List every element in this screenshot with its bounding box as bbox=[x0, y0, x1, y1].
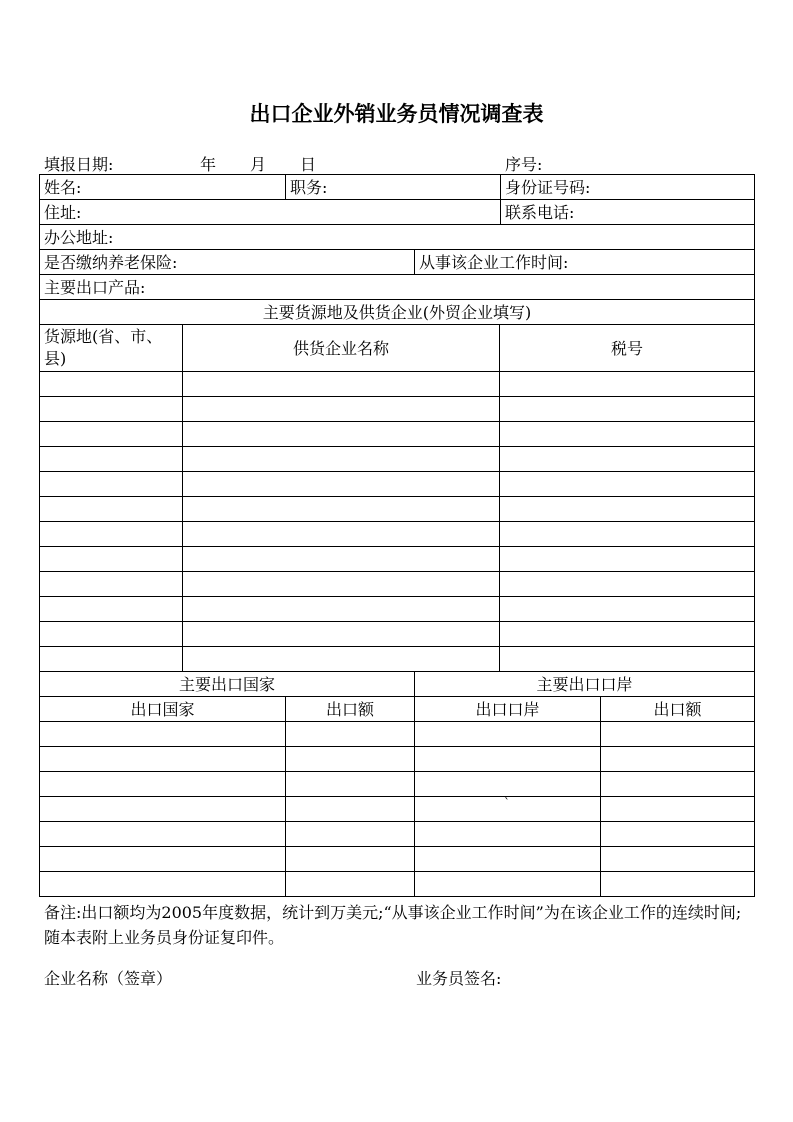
table-row bbox=[40, 797, 755, 822]
meta-row bbox=[44, 152, 754, 174]
month-label: 月 bbox=[250, 155, 267, 174]
port-amount-cell[interactable] bbox=[601, 872, 755, 897]
region-cell[interactable] bbox=[40, 522, 183, 547]
port-amount-cell[interactable] bbox=[601, 772, 755, 797]
phone-field[interactable]: 联系电话: bbox=[501, 200, 755, 225]
tax-cell[interactable] bbox=[500, 372, 755, 397]
company-cell[interactable] bbox=[183, 547, 500, 572]
table-row bbox=[40, 547, 755, 572]
company-cell[interactable] bbox=[183, 647, 500, 672]
col-header-tax: 税号 bbox=[500, 325, 755, 372]
serial-label: 序号: bbox=[505, 155, 543, 174]
region-cell[interactable] bbox=[40, 647, 183, 672]
port-cell[interactable] bbox=[415, 872, 601, 897]
region-cell[interactable] bbox=[40, 597, 183, 622]
col-header-company: 供货企业名称 bbox=[183, 325, 500, 372]
amount-cell[interactable] bbox=[286, 722, 415, 747]
tax-cell[interactable] bbox=[500, 647, 755, 672]
table-row bbox=[40, 497, 755, 522]
table-row bbox=[40, 822, 755, 847]
amount-cell[interactable] bbox=[286, 872, 415, 897]
table-row bbox=[40, 847, 755, 872]
region-cell[interactable] bbox=[40, 572, 183, 597]
region-cell[interactable] bbox=[40, 547, 183, 572]
name-field[interactable]: 姓名: bbox=[40, 175, 286, 200]
stray-mark: ` bbox=[504, 796, 510, 810]
id-number-field[interactable]: 身份证号码: bbox=[501, 175, 755, 200]
company-cell[interactable] bbox=[183, 622, 500, 647]
supply-table bbox=[39, 299, 755, 672]
notes-text: 备注:出口额均为2005年度数据，统计到万美元;“从事该企业工作时间”为在该企业工作的连续时间;随本表附上业务员身份证复印件。 bbox=[44, 903, 742, 947]
export-ports-title: 主要出口口岸 bbox=[415, 672, 755, 697]
table-row bbox=[40, 522, 755, 547]
country-cell[interactable] bbox=[40, 747, 286, 772]
country-cell[interactable] bbox=[40, 722, 286, 747]
supply-section-title: 主要货源地及供货企业(外贸企业填写) bbox=[40, 300, 755, 325]
table-row bbox=[40, 747, 755, 772]
port-cell[interactable] bbox=[415, 847, 601, 872]
table-row bbox=[40, 372, 755, 397]
port-cell[interactable] bbox=[415, 722, 601, 747]
tax-cell[interactable] bbox=[500, 597, 755, 622]
port-amount-cell[interactable] bbox=[601, 747, 755, 772]
country-cell[interactable] bbox=[40, 822, 286, 847]
country-cell[interactable] bbox=[40, 772, 286, 797]
port-amount-cell[interactable] bbox=[601, 722, 755, 747]
tax-cell[interactable] bbox=[500, 397, 755, 422]
company-cell[interactable] bbox=[183, 497, 500, 522]
col-header-port: 出口口岸 bbox=[415, 697, 601, 722]
region-cell[interactable] bbox=[40, 472, 183, 497]
port-amount-cell[interactable] bbox=[601, 797, 755, 822]
position-field[interactable]: 职务: bbox=[286, 175, 501, 200]
signature-label: 业务员签名: bbox=[416, 969, 502, 988]
col-header-country-amount: 出口额 bbox=[286, 697, 415, 722]
form-title: 出口企业外销业务员情况调查表 bbox=[249, 102, 544, 126]
table-row bbox=[40, 397, 755, 422]
region-cell[interactable] bbox=[40, 622, 183, 647]
personal-info-table bbox=[39, 174, 755, 300]
region-cell[interactable] bbox=[40, 497, 183, 522]
export-countries-title: 主要出口国家 bbox=[40, 672, 415, 697]
tax-cell[interactable] bbox=[500, 422, 755, 447]
port-cell[interactable] bbox=[415, 772, 601, 797]
country-cell[interactable] bbox=[40, 872, 286, 897]
table-row bbox=[40, 872, 755, 897]
company-cell[interactable] bbox=[183, 397, 500, 422]
company-cell[interactable] bbox=[183, 597, 500, 622]
pension-field[interactable]: 是否缴纳养老保险: bbox=[40, 250, 415, 275]
region-cell[interactable] bbox=[40, 372, 183, 397]
day-label: 日 bbox=[300, 155, 317, 174]
amount-cell[interactable] bbox=[286, 847, 415, 872]
col-header-region: 货源地(省、市、县) bbox=[40, 325, 183, 372]
company-cell[interactable] bbox=[183, 447, 500, 472]
table-row bbox=[40, 447, 755, 472]
address-field[interactable]: 住址: bbox=[40, 200, 501, 225]
table-row bbox=[40, 422, 755, 447]
tax-cell[interactable] bbox=[500, 547, 755, 572]
work-time-field[interactable]: 从事该企业工作时间: bbox=[415, 250, 755, 275]
table-row bbox=[40, 622, 755, 647]
amount-cell[interactable] bbox=[286, 822, 415, 847]
export-table bbox=[39, 671, 755, 897]
table-row bbox=[40, 472, 755, 497]
tax-cell[interactable] bbox=[500, 472, 755, 497]
amount-cell[interactable] bbox=[286, 747, 415, 772]
port-cell[interactable] bbox=[415, 822, 601, 847]
office-address-field[interactable]: 办公地址: bbox=[40, 225, 755, 250]
tax-cell[interactable] bbox=[500, 497, 755, 522]
region-cell[interactable] bbox=[40, 397, 183, 422]
signature-row bbox=[44, 966, 756, 988]
company-cell[interactable] bbox=[183, 422, 500, 447]
company-cell[interactable] bbox=[183, 522, 500, 547]
col-header-country: 出口国家 bbox=[40, 697, 286, 722]
year-label: 年 bbox=[200, 155, 217, 174]
amount-cell[interactable] bbox=[286, 772, 415, 797]
col-header-port-amount: 出口额 bbox=[601, 697, 755, 722]
country-cell[interactable] bbox=[40, 847, 286, 872]
date-label: 填报日期: bbox=[44, 155, 114, 174]
table-row bbox=[40, 597, 755, 622]
company-seal-label: 企业名称（签章） bbox=[44, 969, 173, 988]
tax-cell[interactable] bbox=[500, 622, 755, 647]
company-cell[interactable] bbox=[183, 472, 500, 497]
company-cell[interactable] bbox=[183, 372, 500, 397]
table-row bbox=[40, 572, 755, 597]
region-cell[interactable] bbox=[40, 447, 183, 472]
table-row bbox=[40, 722, 755, 747]
amount-cell[interactable] bbox=[286, 797, 415, 822]
table-row bbox=[40, 772, 755, 797]
company-cell[interactable] bbox=[183, 572, 500, 597]
region-cell[interactable] bbox=[40, 422, 183, 447]
export-products-field[interactable]: 主要出口产品: bbox=[40, 275, 755, 300]
table-row bbox=[40, 647, 755, 672]
country-cell[interactable] bbox=[40, 797, 286, 822]
port-amount-cell[interactable] bbox=[601, 847, 755, 872]
tax-cell[interactable] bbox=[500, 447, 755, 472]
tax-cell[interactable] bbox=[500, 572, 755, 597]
port-cell[interactable] bbox=[415, 747, 601, 772]
port-amount-cell[interactable] bbox=[601, 822, 755, 847]
tax-cell[interactable] bbox=[500, 522, 755, 547]
